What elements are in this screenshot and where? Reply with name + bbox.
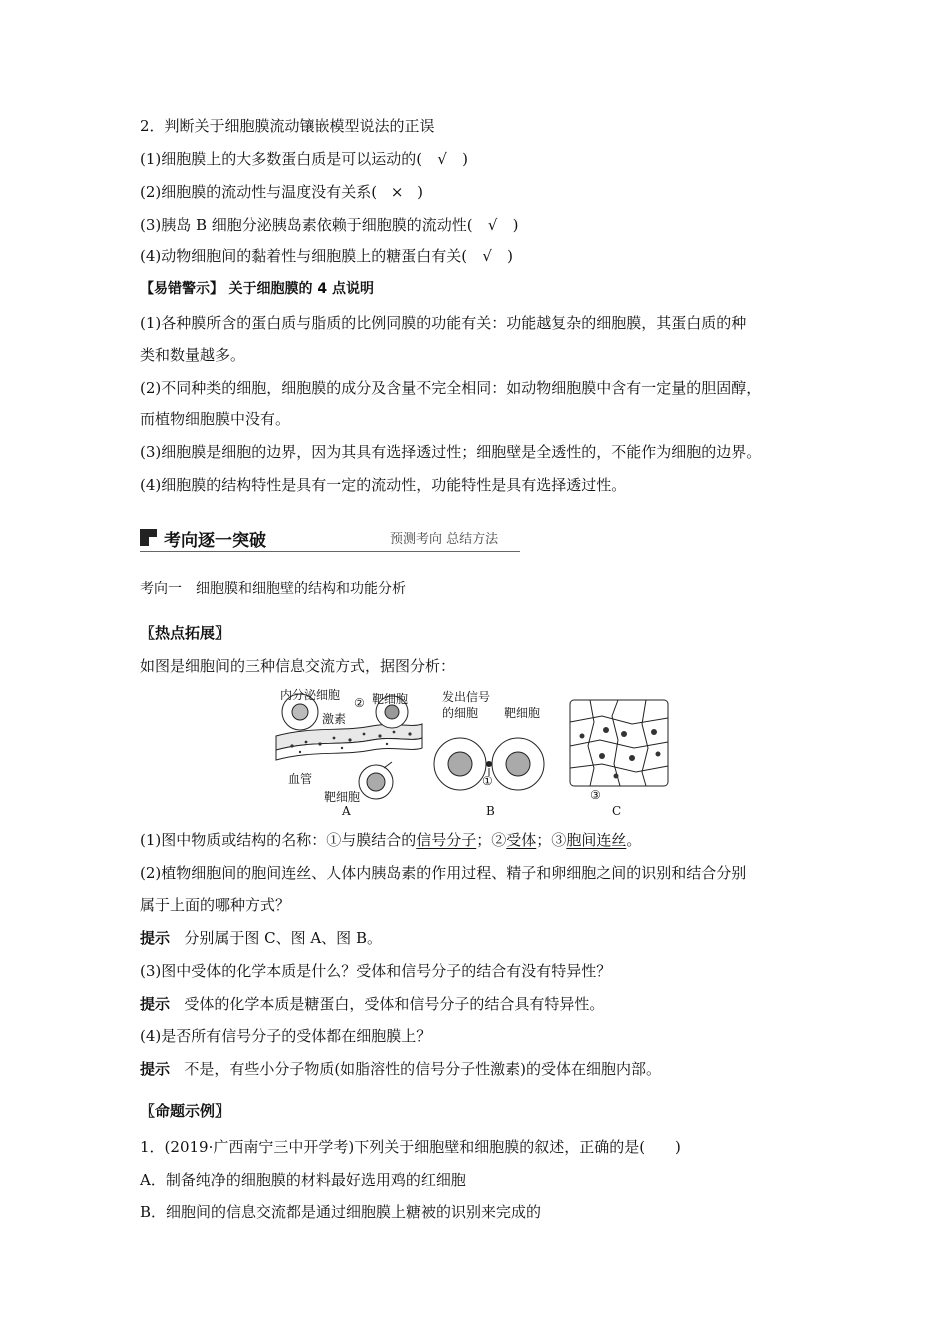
label-hormone: 激素	[322, 712, 347, 726]
warning-line: (3)细胞膜是细胞的边界，因为其具有选择透过性；细胞壁是全透性的，不能作为细胞的边界。	[140, 443, 762, 461]
warning-heading	[140, 279, 374, 299]
label-target-cell-b: 靶细胞	[504, 706, 541, 720]
label-two: ②	[354, 696, 365, 710]
section-rule	[140, 551, 520, 552]
warning-line: (1)各种膜所含的蛋白质与脂质的比例同膜的功能有关：功能越复杂的细胞膜，其蛋白质的种	[140, 314, 747, 332]
caption-c: C	[612, 804, 622, 818]
answer-blank-1: 信号分子	[416, 831, 477, 849]
judgment-item-2: (2)细胞膜的流动性与温度没有关系( × )	[140, 183, 423, 201]
label-vessel: 血管	[288, 772, 313, 786]
figure-question-2-line1: (2)植物细胞间的胞间连丝、人体内胰岛素的作用过程、精子和卵细胞之间的识别和结合分别	[140, 864, 747, 882]
warning-line: (2)不同种类的细胞，细胞膜的成分及含量不完全相同：如动物细胞膜中含有一定量的胆固醇，	[140, 379, 762, 397]
cell-communication-figure	[272, 686, 672, 820]
hot-extension-label: 〖热点拓展〗	[140, 624, 231, 642]
check-mark: √	[487, 216, 498, 234]
answer-blank-3: 胞间连丝	[566, 831, 627, 849]
hint-2: 提示 分别属于图 C、图 A、图 B。	[140, 929, 382, 947]
label-sender-line1: 发出信号	[442, 690, 491, 704]
hint-label: 提示	[140, 929, 171, 947]
warning-label: 【易错警示】	[140, 281, 224, 297]
warning-line: (4)细胞膜的结构特性是具有一定的流动性，功能特性是具有选择透过性。	[140, 476, 627, 494]
warning-line: 类和数量越多。	[140, 346, 246, 364]
hint-3: 提示 受体的化学本质是糖蛋白，受体和信号分子的结合具有特异性。	[140, 995, 605, 1013]
check-mark: √	[437, 150, 447, 168]
section-heading	[140, 524, 520, 552]
warning-title: 关于细胞膜的 4 点说明	[228, 281, 374, 297]
label-three: ③	[590, 788, 601, 802]
section-title: 考向逐一突破	[164, 531, 266, 551]
hint-label: 提示	[140, 995, 171, 1013]
label-target-cell-top: 靶细胞	[372, 692, 409, 706]
hint-4: 提示 不是，有些小分子物质(如脂溶性的信号分子性激素)的受体在细胞内部。	[140, 1060, 662, 1078]
caption-b: B	[486, 804, 495, 818]
hint-label: 提示	[140, 1060, 171, 1078]
label-endocrine-cell: 内分泌细胞	[280, 688, 341, 702]
check-mark: √	[482, 247, 492, 265]
hot-intro: 如图是细胞间的三种信息交流方式，据图分析：	[140, 657, 456, 675]
answer-blank-2: 受体	[506, 831, 537, 849]
figure-question-2-line2: 属于上面的哪种方式？	[140, 896, 291, 914]
cross-mark: ×	[390, 183, 404, 201]
judgment-item-3: (3)胰岛 B 细胞分泌胰岛素依赖于细胞膜的流动性( √ )	[140, 216, 519, 234]
figure-question-1: (1)图中物质或结构的名称：①与膜结合的信号分子；②受体；③胞间连丝。	[140, 831, 642, 849]
question-2-title: 2．判断关于细胞膜流动镶嵌模型说法的正误	[140, 117, 435, 135]
figure-question-3: (3)图中受体的化学本质是什么？受体和信号分子的结合有没有特异性？	[140, 962, 612, 980]
option-b: B．细胞间的信息交流都是通过细胞膜上糖被的识别来完成的	[140, 1203, 542, 1221]
figure-question-4: (4)是否所有信号分子的受体都在细胞膜上？	[140, 1027, 432, 1045]
example-label: 〖命题示例〗	[140, 1102, 231, 1120]
option-a: A．制备纯净的细胞膜的材料最好选用鸡的红细胞	[140, 1171, 466, 1189]
judgment-item-4: (4)动物细胞间的黏着性与细胞膜上的糖蛋白有关( √ )	[140, 247, 513, 265]
caption-a: A	[342, 804, 351, 818]
example-question: 1．(2019·广西南宁三中开学考)下列关于细胞壁和细胞膜的叙述，正确的是( )	[140, 1138, 681, 1156]
label-target-cell-bottom: 靶细胞	[324, 790, 361, 804]
label-sender-line2: 的细胞	[442, 706, 479, 720]
section-subtitle: 预测考向 总结方法	[390, 532, 499, 547]
topic-heading: 考向一 细胞膜和细胞壁的结构和功能分析	[140, 581, 406, 597]
judgment-item-1: (1)细胞膜上的大多数蛋白质是可以运动的( √ )	[140, 150, 468, 168]
label-one: ①	[482, 774, 493, 788]
warning-line: 而植物细胞膜中没有。	[140, 410, 291, 428]
